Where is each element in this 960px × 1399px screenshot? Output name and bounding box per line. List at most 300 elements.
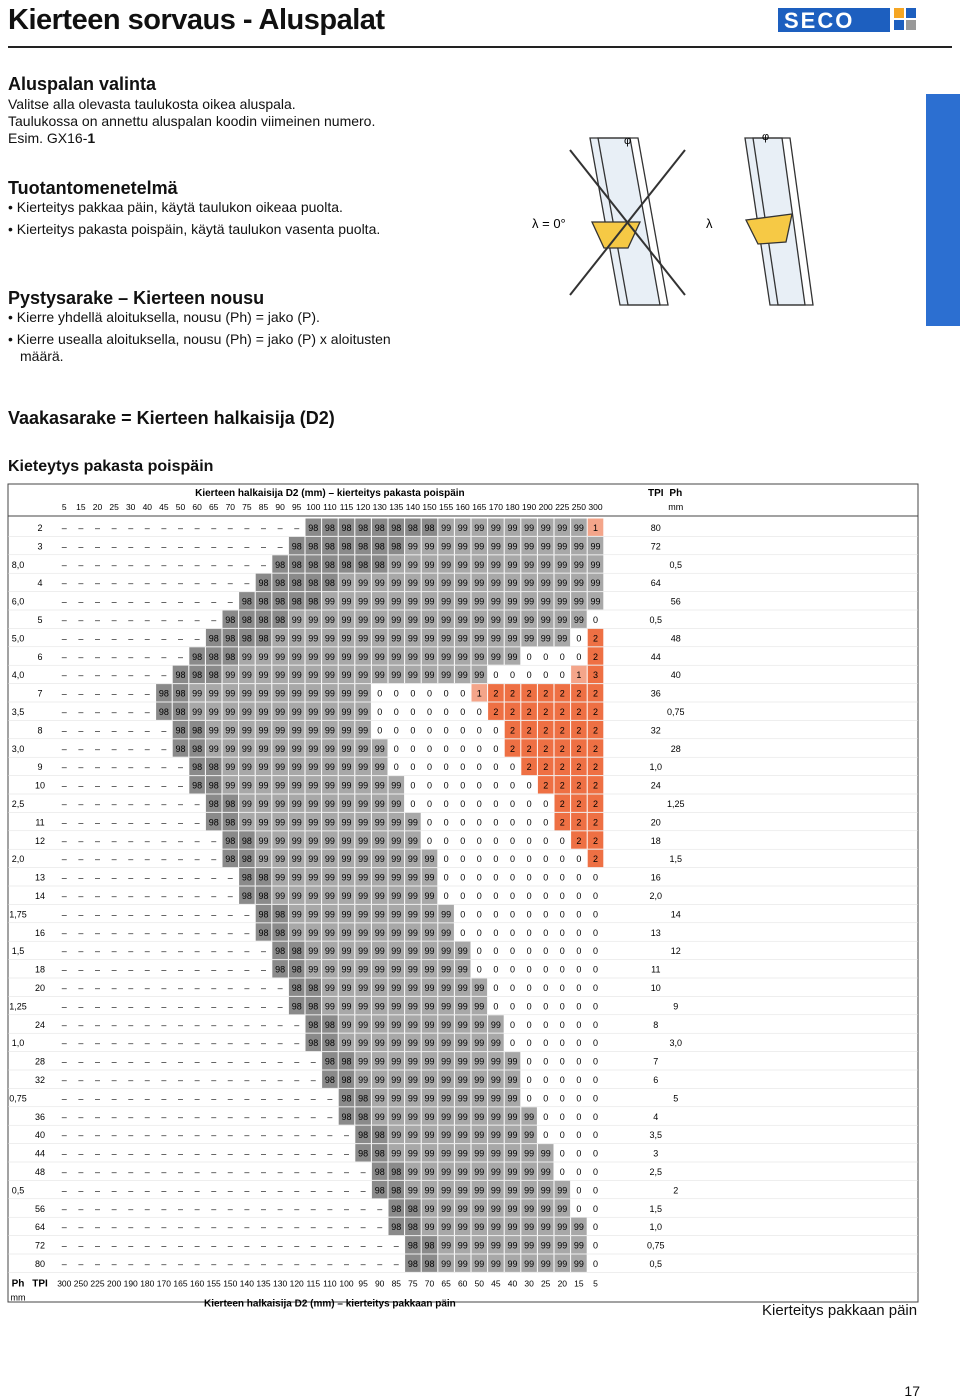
cell-value: – (61, 578, 67, 589)
cell-value: – (111, 835, 117, 846)
table-caption-top: Kieteytys pakasta poispäin (8, 458, 214, 475)
cell-value: 99 (474, 983, 485, 993)
cell-value: – (111, 909, 117, 920)
cell-value: – (128, 927, 134, 938)
cell-value: 99 (441, 927, 452, 938)
row-left-label: 4,0 (11, 670, 25, 681)
cell-value: – (161, 743, 167, 754)
cell-value: 98 (275, 946, 286, 957)
cell-value: 98 (424, 1259, 435, 1269)
cell-value: 99 (358, 780, 369, 791)
cell-value: 99 (241, 799, 252, 809)
cell-value: 98 (324, 1038, 335, 1049)
cell-value: 2 (576, 743, 582, 754)
row-left-label: 72 (34, 1240, 46, 1251)
cell-value: 99 (391, 1075, 402, 1085)
cell-value: – (194, 872, 200, 883)
cell-value: – (177, 596, 184, 607)
cell-value: 99 (324, 983, 335, 993)
cell-value: 2 (592, 743, 599, 754)
cell-value: – (128, 1038, 134, 1049)
cell-value: 0 (576, 909, 582, 920)
cell-value: 2 (543, 743, 549, 754)
row-right-label: 7 (653, 1056, 659, 1067)
cell-value: 99 (358, 615, 369, 625)
bottom-diameter-label: 225 (90, 1278, 105, 1289)
cell-value: – (277, 1075, 283, 1085)
cell-value: 99 (341, 780, 352, 791)
cell-value: – (61, 743, 67, 754)
cell-value: – (111, 578, 117, 589)
cell-value: – (260, 983, 267, 993)
row-right-label: 2,0 (649, 891, 663, 901)
cell-value: 0 (592, 983, 599, 993)
cell-value: 99 (557, 615, 568, 625)
cell-value: – (111, 651, 117, 662)
cell-value: 0 (576, 872, 582, 883)
cell-value: 98 (241, 854, 252, 865)
cell-value: 2 (526, 707, 532, 717)
cell-value: 98 (192, 762, 203, 773)
cell-value: – (227, 596, 233, 607)
top-diameter-label: 140 (405, 502, 420, 512)
cell-value: 99 (275, 670, 286, 681)
cell-value: – (327, 1148, 333, 1159)
cell-value: 99 (374, 633, 385, 644)
cell-value: 0 (526, 1019, 532, 1030)
row-left-label: 32 (34, 1075, 46, 1085)
cell-value: 99 (258, 762, 269, 773)
row-left-label: 3,5 (11, 707, 25, 717)
cell-value: 0 (592, 1167, 599, 1177)
cell-value: 99 (391, 1148, 402, 1159)
top-diameter-label: 110 (323, 502, 337, 512)
cell-value: – (144, 983, 150, 993)
cell-value: – (277, 1056, 283, 1067)
cell-value: – (194, 1222, 200, 1233)
cell-value: – (61, 1185, 67, 1196)
cell-value: 99 (341, 927, 352, 938)
row-right-label: 14 (670, 909, 681, 920)
cell-value: – (227, 559, 233, 570)
method-bullet-2: • Kierteitys pakasta poispäin, käytä taulukon vasenta puolta. (8, 221, 381, 237)
cell-value: 0 (476, 817, 482, 828)
cell-value: 98 (291, 946, 302, 957)
cell-value: 99 (324, 615, 335, 625)
mm-header-left: mm (10, 1292, 26, 1303)
cell-value: 0 (526, 909, 532, 920)
cell-value: – (327, 1222, 333, 1233)
cell-value: 2 (509, 725, 516, 736)
cell-value: 99 (507, 1111, 518, 1122)
cell-value: 99 (391, 1056, 402, 1067)
row-right-label: 3,5 (649, 1130, 663, 1141)
cell-value: 98 (241, 633, 252, 644)
cell-value: 99 (457, 615, 468, 625)
cell-value: 99 (507, 1203, 518, 1214)
cell-value: – (194, 983, 200, 993)
cell-value: – (244, 946, 250, 957)
cell-value: 99 (341, 743, 352, 754)
cell-value: 98 (407, 1259, 418, 1269)
cell-value: 99 (507, 1167, 518, 1177)
cell-value: 0 (526, 817, 532, 828)
cell-value: 99 (573, 1240, 584, 1251)
cell-value: 0 (576, 1203, 582, 1214)
cell-value: 99 (275, 651, 286, 662)
cell-value: – (211, 559, 217, 570)
cell-value: 2 (576, 725, 582, 736)
cell-value: 99 (358, 817, 369, 828)
bottom-diameter-label: 160 (190, 1278, 205, 1289)
cell-value: – (144, 762, 150, 773)
cell-value: 99 (324, 651, 335, 662)
cell-value: – (111, 780, 117, 791)
cell-value: – (61, 633, 67, 644)
cell-value: – (61, 835, 67, 846)
cell-value: 0 (476, 964, 482, 975)
cell-value: 99 (441, 559, 452, 570)
cell-value: 0 (576, 1019, 582, 1030)
tpi-header-left: TPI (32, 1278, 48, 1290)
cell-value: – (244, 1240, 250, 1251)
cell-value: 98 (291, 1001, 302, 1012)
cell-value: – (194, 927, 200, 938)
cell-value: – (211, 983, 217, 993)
cell-value: 98 (192, 780, 203, 791)
cell-value: 99 (308, 799, 319, 809)
tool-sketch-left (570, 138, 685, 305)
cell-value: 99 (358, 946, 369, 957)
cell-value: 99 (424, 1130, 435, 1141)
cell-value: – (144, 743, 150, 754)
cell-value: 0 (576, 633, 582, 644)
cell-value: 99 (474, 1056, 485, 1067)
cell-value: 99 (391, 817, 402, 828)
cell-value: 0 (443, 688, 449, 699)
svg-text:SECO: SECO (784, 8, 855, 33)
shim-selection-table (8, 484, 918, 1310)
cell-value: – (111, 1038, 117, 1049)
cell-value: 99 (424, 1019, 435, 1030)
cell-value: 0 (592, 1075, 599, 1085)
cell-value: 99 (474, 1111, 485, 1122)
cell-value: – (111, 1240, 117, 1251)
cell-value: 0 (543, 891, 549, 901)
cell-value: 98 (258, 891, 269, 901)
cell-value: 99 (557, 1222, 568, 1233)
cell-value: – (327, 1111, 333, 1122)
cell-value: 98 (324, 559, 335, 570)
cell-value: 99 (192, 707, 203, 717)
cell-value: 0 (543, 909, 549, 920)
cell-value: – (78, 946, 84, 957)
cell-value: – (244, 1259, 250, 1269)
cell-value: 99 (524, 1130, 535, 1141)
cell-value: 99 (291, 725, 302, 736)
cell-value: – (360, 1240, 366, 1251)
cell-value: 98 (391, 523, 402, 533)
cell-value: 99 (258, 725, 269, 736)
cell-value: 98 (324, 1019, 335, 1030)
row-left-label: 5 (37, 615, 43, 625)
cell-value: 99 (524, 559, 535, 570)
row-right-label: 6 (653, 1075, 659, 1085)
cell-value: – (94, 559, 101, 570)
cell-value: – (177, 1167, 184, 1177)
cell-value: 98 (241, 596, 252, 607)
cell-value: 0 (426, 780, 433, 791)
cell-value: – (294, 1185, 300, 1196)
cell-value: 99 (291, 780, 302, 791)
cell-value: 99 (374, 799, 385, 809)
cell-value: 0 (543, 1001, 549, 1012)
cell-value: 2 (559, 762, 565, 773)
cell-value: 99 (225, 780, 236, 791)
row-left-label: 8 (37, 725, 43, 736)
cell-value: 99 (358, 835, 369, 846)
cell-value: 98 (291, 596, 302, 607)
cell-value: – (260, 1185, 267, 1196)
cell-value: 2 (559, 799, 565, 809)
cell-value: 99 (308, 927, 319, 938)
cell-value: 99 (407, 1148, 418, 1159)
row-right-label: 56 (670, 596, 681, 607)
method-bullet-1: • Kierteitys pakkaa päin, käytä taulukon oikeaa puolta. (8, 199, 343, 215)
cell-value: 2 (592, 633, 599, 644)
row-right-label: 1,25 (667, 799, 685, 809)
cell-value: 0 (493, 983, 499, 993)
cell-value: 99 (441, 651, 452, 662)
cell-value: – (111, 762, 117, 773)
cell-value: – (128, 670, 134, 681)
cell-value: 99 (341, 1019, 352, 1030)
cell-value: 99 (391, 559, 402, 570)
cell-value: – (211, 1167, 217, 1177)
cell-value: – (94, 817, 101, 828)
cell-value: – (177, 946, 184, 957)
cell-value: 0 (493, 891, 499, 901)
cell-value: 99 (341, 817, 352, 828)
cell-value: – (111, 743, 117, 754)
cell-value: 0 (526, 780, 532, 791)
row-left-label: 0,5 (11, 1185, 25, 1196)
cell-value: – (61, 762, 67, 773)
cell-value: 98 (324, 1056, 335, 1067)
cell-value: 0 (493, 743, 499, 754)
cell-value: – (78, 854, 84, 865)
cell-value: 0 (543, 651, 549, 662)
cell-value: 0 (559, 927, 565, 938)
cell-value: – (310, 1185, 316, 1196)
phi-label-left: φ (624, 135, 632, 147)
row-left-label: 6 (37, 651, 43, 662)
cell-value: 99 (441, 1093, 452, 1104)
cell-value: 99 (557, 1203, 568, 1214)
cell-value: 0 (509, 1019, 516, 1030)
cell-value: 98 (225, 651, 236, 662)
row-left-label: 24 (34, 1019, 46, 1030)
cell-value: 0 (509, 854, 516, 865)
row-right-label: 40 (670, 670, 681, 681)
cell-value: – (94, 872, 101, 883)
cell-value: – (393, 1259, 399, 1269)
cell-value: – (128, 1203, 134, 1214)
cell-value: 0 (576, 1111, 582, 1122)
cell-value: 99 (490, 651, 501, 662)
top-diameter-label: 130 (372, 502, 387, 512)
cell-value: 99 (391, 651, 402, 662)
cell-value: 99 (275, 743, 286, 754)
bottom-diameter-label: 5 (593, 1278, 598, 1289)
cell-value: 99 (457, 964, 468, 975)
cell-value: 0 (592, 1093, 599, 1104)
cell-value: 99 (441, 1019, 452, 1030)
cell-value: 99 (341, 688, 352, 699)
cell-value: – (78, 596, 84, 607)
cell-value: 99 (540, 596, 551, 607)
cell-value: – (78, 1222, 84, 1233)
cell-value: 1 (576, 670, 582, 681)
cell-value: 99 (192, 688, 203, 699)
cell-value: – (78, 743, 84, 754)
cell-value: – (61, 780, 67, 791)
cell-value: – (294, 1148, 300, 1159)
cell-value: 0 (410, 743, 416, 754)
cell-value: – (61, 1075, 67, 1085)
row-left-label: 64 (34, 1222, 46, 1233)
cell-value: 98 (291, 559, 302, 570)
cell-value: 99 (291, 762, 302, 773)
cell-value: – (128, 946, 134, 957)
cell-value: – (260, 559, 267, 570)
cell-value: 98 (192, 651, 203, 662)
cell-value: 99 (374, 1093, 385, 1104)
cell-value: – (128, 872, 134, 883)
cell-value: – (244, 1167, 250, 1177)
cell-value: 99 (324, 707, 335, 717)
cell-value: 99 (557, 1259, 568, 1269)
cell-value: – (211, 578, 217, 589)
cell-value: – (194, 946, 200, 957)
cell-value: – (78, 927, 84, 938)
cell-value: 99 (374, 964, 385, 975)
row-right-label: 32 (650, 725, 661, 736)
cell-value: 99 (291, 670, 302, 681)
cell-value: 99 (374, 651, 385, 662)
cell-value: 0 (592, 946, 599, 957)
cell-value: – (144, 651, 150, 662)
cell-value: – (161, 523, 167, 533)
cell-value: 99 (441, 541, 452, 552)
cell-value: – (177, 891, 184, 901)
cell-value: 99 (457, 1148, 468, 1159)
cell-value: 2 (592, 854, 599, 865)
cell-value: 99 (441, 1111, 452, 1122)
cell-value: – (94, 983, 101, 993)
cell-value: 99 (441, 1203, 452, 1214)
cell-value: – (260, 1001, 267, 1012)
cell-value: 98 (308, 541, 319, 552)
cell-value: 98 (175, 725, 186, 736)
cell-value: 98 (341, 523, 352, 533)
cell-value: 99 (308, 891, 319, 901)
cell-value: 99 (474, 523, 485, 533)
cell-value: 0 (509, 891, 516, 901)
cell-value: – (161, 799, 167, 809)
cell-value: 99 (225, 707, 236, 717)
cell-value: 99 (391, 1093, 402, 1104)
cell-value: 0 (509, 1001, 516, 1012)
cell-value: 99 (241, 725, 252, 736)
cell-value: – (244, 909, 250, 920)
cell-value: – (94, 615, 101, 625)
row-left-label: 6,0 (11, 596, 25, 607)
cell-value: 99 (441, 964, 452, 975)
cell-value: – (61, 1148, 67, 1159)
cell-value: – (128, 891, 134, 901)
cell-value: 0 (443, 854, 449, 865)
cell-value: 0 (576, 1185, 582, 1196)
cell-value: – (94, 927, 101, 938)
cell-value: 0 (460, 872, 466, 883)
cell-value: 99 (524, 578, 535, 589)
cell-value: 99 (424, 946, 435, 957)
cell-value: – (177, 523, 184, 533)
cell-value: – (194, 854, 200, 865)
cell-value: – (227, 1148, 233, 1159)
cell-value: 99 (407, 1056, 418, 1067)
cell-value: 99 (391, 835, 402, 846)
cell-value: 99 (341, 762, 352, 773)
cell-value: – (161, 983, 167, 993)
cell-value: – (161, 964, 167, 975)
cell-value: 99 (275, 762, 286, 773)
cell-value: – (111, 983, 117, 993)
bottom-diameter-label: 75 (408, 1278, 418, 1289)
cell-value: 0 (509, 964, 516, 975)
cell-value: 98 (225, 817, 236, 828)
cell-value: – (128, 1130, 134, 1141)
cell-value: 0 (559, 670, 565, 681)
cell-value: 99 (291, 872, 302, 883)
cell-value: 98 (308, 559, 319, 570)
cell-value: 99 (490, 1203, 501, 1214)
cell-value: – (343, 1240, 350, 1251)
cell-value: – (161, 596, 167, 607)
cell-value: 0 (493, 927, 499, 938)
cell-value: – (227, 578, 233, 589)
cell-value: – (128, 964, 134, 975)
cell-value: 99 (258, 835, 269, 846)
cell-value: 98 (208, 633, 219, 644)
cell-value: 0 (460, 762, 466, 773)
cell-value: – (78, 1093, 84, 1104)
cell-value: – (227, 964, 233, 975)
cell-value: – (144, 1148, 150, 1159)
row-right-label: 10 (650, 983, 661, 993)
cell-value: – (61, 615, 67, 625)
cell-value: – (211, 1111, 217, 1122)
cell-value: – (194, 891, 200, 901)
top-diameter-label: 85 (258, 502, 269, 512)
top-diameter-label: 15 (76, 502, 86, 512)
cell-value: 99 (258, 780, 269, 791)
cell-value: 99 (540, 541, 551, 552)
cell-value: 2 (543, 762, 549, 773)
cell-value: 99 (424, 541, 435, 552)
cell-value: 98 (275, 596, 286, 607)
